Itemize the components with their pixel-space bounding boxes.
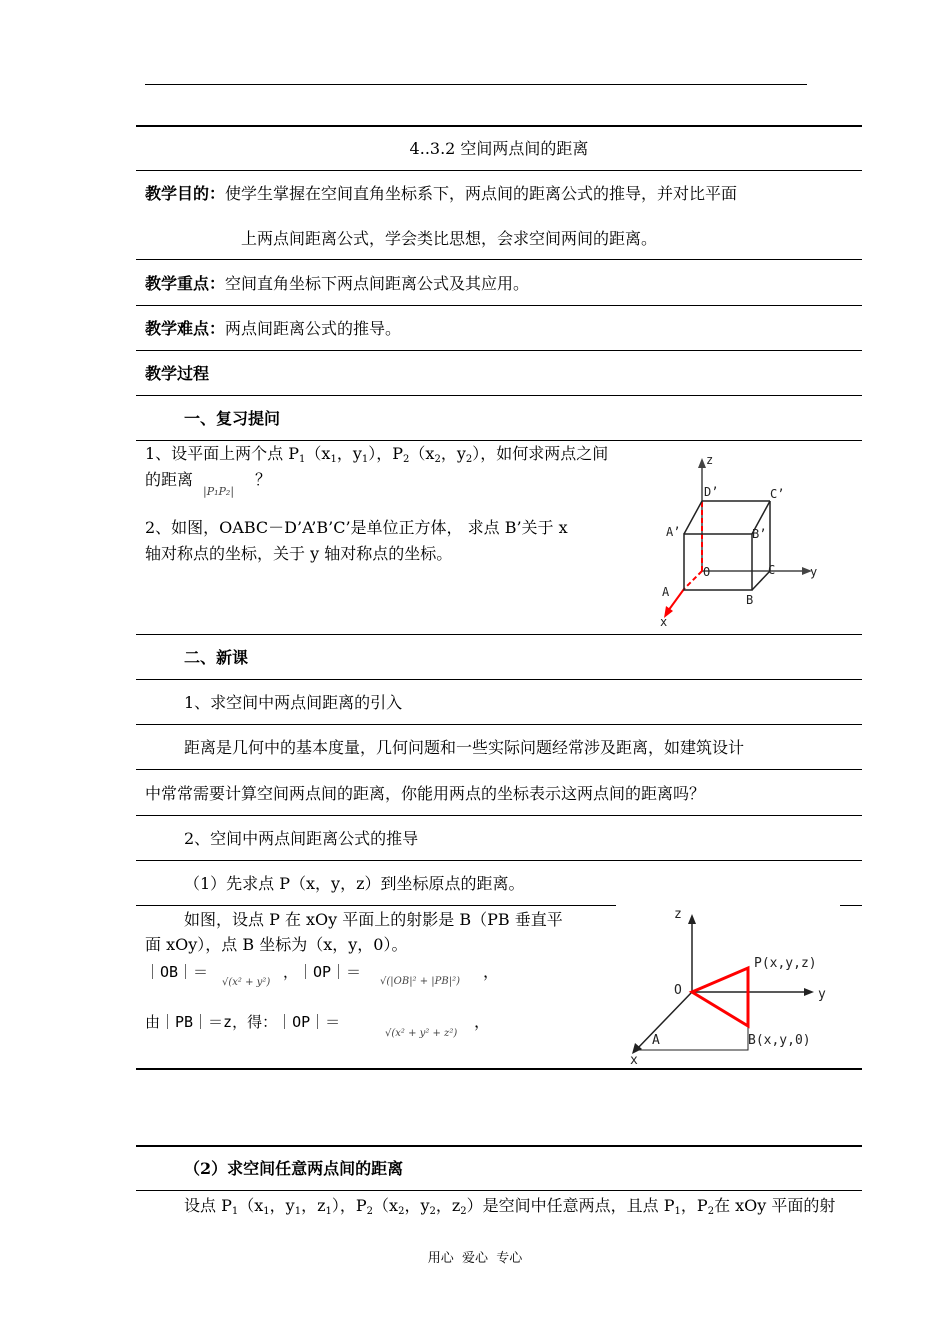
key-point-row [145, 274, 529, 294]
formula-p1p2: |P₁P₂| [203, 485, 235, 498]
formula-op-full: √(x² + y² + z²) [385, 1028, 458, 1039]
table-rule [136, 860, 862, 861]
table-rule [136, 724, 862, 725]
label-a: A [652, 1033, 660, 1048]
objective-label: 教学目的： [145, 184, 226, 203]
label-b-prime: B’ [752, 527, 767, 541]
table-rule [136, 679, 862, 680]
label-a-prime: A’ [666, 525, 681, 539]
formula-op: √(|OB|² + |PB|²) [380, 976, 461, 987]
comma-1: ， [483, 962, 500, 981]
table-rule [136, 440, 862, 441]
page-footer: 用心 爱心 专心 [427, 1251, 523, 1266]
label-p: P(x,y,z) [754, 956, 817, 971]
key-point-text: 空间直角坐标下两点间距离公式及其应用。 [225, 274, 530, 293]
new-lesson-item-2: 2、空间中两点间距离公式的推导 [184, 829, 419, 848]
arbitrary-points-line: 设点 $P_1(x_1$，$y_1$，$z_1$），$P_2(x_2$，$y_2$，$z_2$）是空间中任意两点，且点 $P_1$，$P_2$在 xOy 平面的射 [184, 1196, 836, 1217]
new-lesson-item-1: 1、求空间中两点间距离的引入 [184, 693, 403, 712]
label-x: x [630, 1053, 638, 1068]
by-label: 由｜PB｜＝z，得：｜OP｜＝ [145, 1013, 341, 1031]
coordinate-figure [622, 902, 842, 1068]
sub-step-2-heading: （2）求空间任意两点间的距离 [184, 1159, 404, 1178]
table-rule [136, 170, 862, 171]
question-2-line2: 轴对称点的坐标，关于 y 轴对称点的坐标。 [145, 544, 453, 563]
table-rule [136, 259, 862, 260]
table-rule [136, 125, 862, 127]
difficulty-label: 教学难点： [145, 319, 226, 338]
table-rule [136, 305, 862, 306]
label-a: A [662, 585, 670, 599]
question-2-line1: 2、如图，OABC－D’A’B’C’是单位正方体， 求点 B’关于 x [145, 518, 568, 537]
table-rule [136, 1145, 862, 1147]
ob-label: ｜OB｜＝ [145, 963, 209, 981]
formula-ob: √(x² + y²) [222, 977, 271, 988]
question-1-qmark: ？ [255, 470, 272, 489]
label-x: x [660, 615, 668, 629]
question-1-line2: 的距离 [145, 470, 194, 489]
label-y: y [818, 987, 826, 1002]
x-axis [636, 992, 692, 1050]
label-b: B(x,y,0) [748, 1033, 811, 1048]
table-rule [136, 1068, 862, 1070]
page-title: 4..3.2 空间两点间的距离 [409, 139, 589, 158]
projection-line1: 如图，设点 P 在 xOy 平面上的射影是 B（PB 垂直平 [184, 910, 563, 929]
table-rule [136, 769, 862, 770]
label-o: O [674, 983, 682, 998]
question-1-line1: 1、设平面上两个点 $P_1(x_1$，$y_1$），$P_2(x_2$，$y_2$），如何求两点之间 [145, 444, 609, 465]
op-label: ，｜OP｜＝ [283, 963, 362, 981]
x-axis [668, 589, 684, 611]
key-point-label: 教学重点： [145, 274, 226, 293]
intro-paragraph-line2: 中常常需要计算空间两点间的距离，你能用两点的坐标表示这两点间的距离吗？ [145, 784, 706, 803]
label-z: z [674, 907, 682, 922]
objective-text-1: 使学生掌握在空间直角坐标系下，两点间的距离公式的推导，并对比平面 [225, 184, 738, 203]
cube-figure [656, 446, 836, 632]
sub-step-1: （1）先求点 P（x，y，z）到坐标原点的距离。 [184, 874, 525, 893]
table-rule [136, 905, 616, 906]
header-rule [145, 84, 807, 85]
section2-heading: 二、新课 [184, 648, 249, 667]
table-rule [136, 395, 862, 396]
section1-heading: 一、复习提问 [184, 409, 281, 428]
table-rule [136, 1190, 862, 1191]
label-c-prime: C’ [770, 487, 785, 501]
table-rule [136, 815, 862, 816]
objective-text-2: 上两点间距离公式，学会类比思想，会求空间两间的距离。 [241, 229, 658, 248]
intro-paragraph-line1: 距离是几何中的基本度量，几何问题和一些实际问题经常涉及距离，如建筑设计 [184, 738, 745, 757]
table-rule [136, 350, 862, 351]
difficulty-text: 两点间距离公式的推导。 [225, 319, 402, 338]
comma-2: ， [474, 1012, 491, 1031]
table-rule [840, 905, 862, 906]
process-heading: 教学过程 [145, 364, 210, 383]
label-d-prime: D’ [704, 485, 719, 499]
label-z: z [706, 453, 714, 467]
label-y: y [810, 565, 818, 579]
objective-row [145, 184, 737, 204]
table-rule [136, 634, 862, 635]
label-b: B [746, 593, 754, 607]
label-c: C [768, 563, 776, 577]
difficulty-row [145, 319, 401, 339]
projection-line2: 面 xOy），点 B 坐标为（x，y，0）。 [145, 935, 408, 954]
label-o: O [703, 565, 711, 579]
red-triangle [692, 968, 748, 1026]
